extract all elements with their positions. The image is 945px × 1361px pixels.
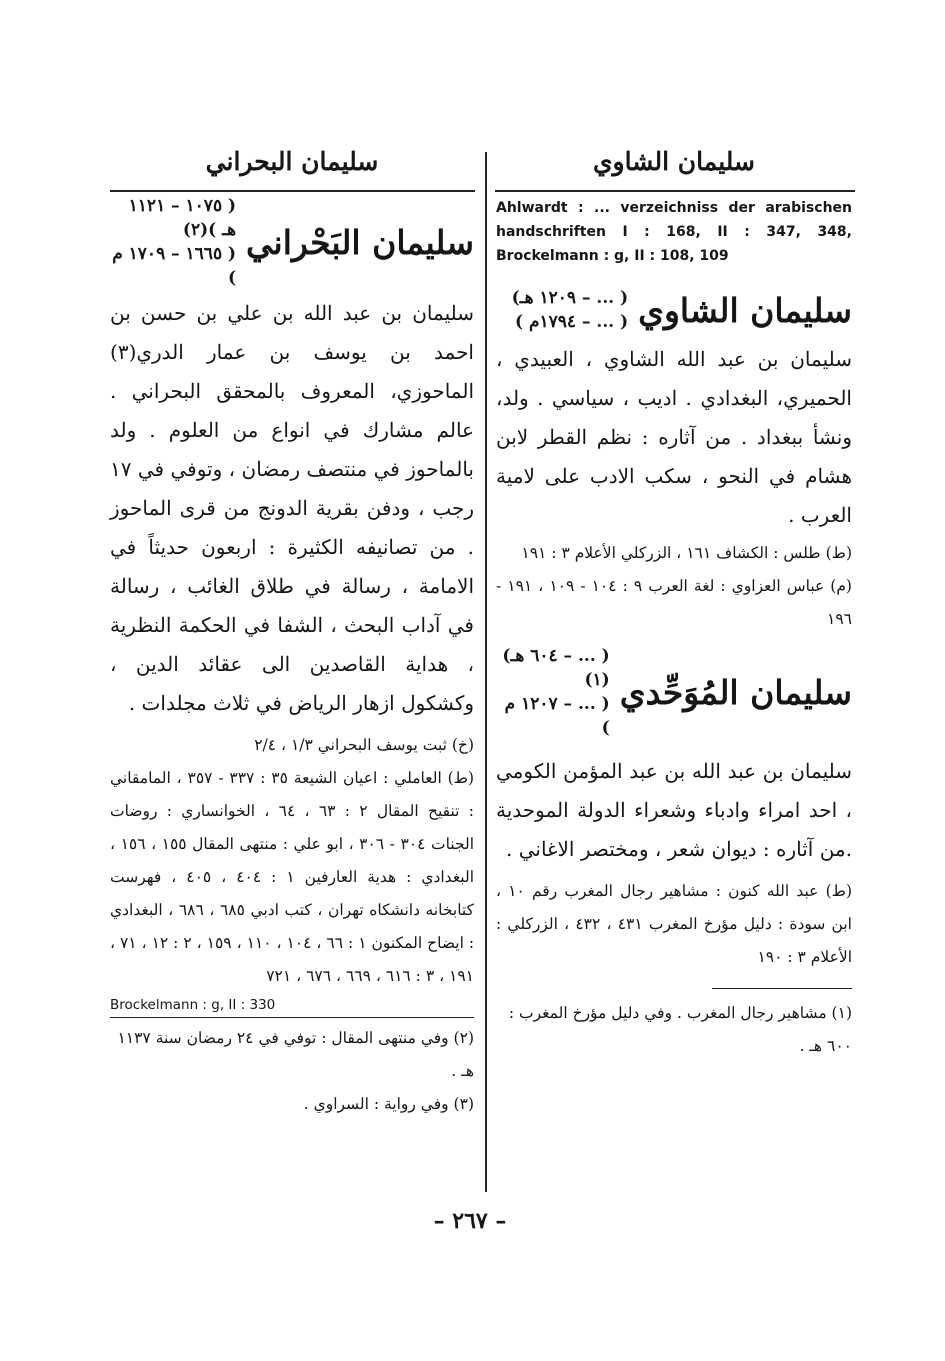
- right-column-header: سليمان الشاوي: [592, 147, 756, 176]
- right-column: [496, 140, 852, 1063]
- footnote-rule: [712, 988, 852, 989]
- entry-heading: [496, 286, 852, 334]
- reference-line: (م) عباس العزاوي : لغة العرب ٩ : ١٠٤ - ١٠٩ ، ١٩١ - ١٩٦: [496, 577, 852, 628]
- entry-body: سليمان بن عبد الله بن علي بن حسن بن احمد بن يوسف بن عمار الدري(٣) الماحوزي، المعروف بالمحقق البحراني . عالم مشارك في انواع من العلوم . ولد بالماحوز في منتصف رمضان ، وتوفي في ١٧ رجب ، ودفن بقرية الدونج من قرى الماحوز . من تصانيفه الكثيرة : اربعون حديثاً في الامامة ، رسالة في طلاق الغائب ، رسالة في آداب البحث ، الشفا في الحكمة النظرية ، هداية القاصدين الى عقائد الدين ، وكشكول ازهار الرياض في ثلاث مجلدات .: [110, 301, 474, 715]
- hijri-dates: ( ... – ٦٠٤ هـ)(١): [502, 646, 610, 690]
- entry-body: سليمان بن عبد الله الشاوي ، العبيدي ، الحميري، البغدادي . اديب ، سياسي . ولد، ونشأ ببغداد . من آثاره : نظم القطر لابن هشام في النحو ، سكب الادب على لامية العرب .: [496, 347, 852, 527]
- entry-heading: [110, 194, 474, 290]
- gregorian-dates: ( ... – ١٧٩٤م ): [515, 312, 629, 332]
- reference-line: (ط) طلس : الكشاف ١٦١ ، الزركلي الأعلام ٣ : ١٩١: [521, 544, 852, 562]
- entry-name: سليمان البَحْراني: [246, 222, 474, 262]
- latin-references: Ahlwardt : ... verzeichniss der arabischen handschriften I : 168, II : 347, 348, Brockelmann : g, II : 108, 109: [496, 200, 852, 264]
- footnote: (١) مشاهير رجال المغرب . وفي دليل مؤرخ المغرب : ٦٠٠ هـ .: [508, 1004, 852, 1055]
- gregorian-dates: ( ١٦٦٥ – ١٧٠٩ م ): [112, 244, 237, 288]
- entry-name: سليمان المُوَحِّدي: [619, 672, 852, 712]
- entry-dates: [512, 286, 629, 334]
- page-number: – ٢٦٧ –: [433, 1208, 507, 1234]
- gregorian-dates: ( ... – ١٢٠٧ م ): [504, 694, 610, 738]
- footnote: (٢) وفي منتهى المقال : توفي في ٢٤ رمضان سنة ١١٣٧ هـ .: [117, 1029, 474, 1080]
- entry-dates: [496, 644, 610, 740]
- entry-references: [496, 875, 852, 974]
- entry-muwahhidi: [496, 644, 852, 974]
- reference-line: (ط) العاملي : اعيان الشيعة ٣٥ : ٣٣٧ - ٣٥٧ ، المامقاني : تنقيح المقال ٢ : ٦٣ ، ٦٤ ، الخوانساري : روضات الجنات ٣٠٤ - ٣٠٦ ، ابو علي : منتهى المقال ١٥٥ ، ١٥٦ ، البغدادي : هدية العارفين ١ : ٤٠٤ ، ٤٠٥ ، فهرست كتابخانه دانشكاه تهران ، كتب ادبي ٦٨٥ ، ٦٨٦ ، البغدادي : ايضاح المكنون ١ : ٦٦ ، ١٠٤ ، ١١٠ ، ١٥٩ ، ٢ : ١٢ ، ٧١ ، ١٩١ ، ٣ : ٦١٦ ، ٦٦٩ ، ٦٧٦ ، ٧٢١: [110, 769, 475, 985]
- entry-heading: [496, 644, 852, 740]
- entry-dates: [110, 194, 236, 290]
- left-column: [110, 140, 474, 1121]
- reference-line: (خ) ثبت يوسف البحراني ١/٣ ، ٢/٤: [254, 736, 474, 754]
- footnotes: [496, 997, 852, 1063]
- entry-references: [110, 729, 474, 993]
- footnotes: [110, 1022, 474, 1121]
- entry-references: [496, 537, 852, 636]
- hijri-dates: ( ... – ١٢٠٩ هـ): [511, 288, 629, 308]
- left-column-header: سليمان البحراني: [205, 147, 379, 176]
- latin-references: Brockelmann : g, II : 330: [110, 995, 474, 1018]
- column-divider: [485, 152, 487, 1192]
- entry-shawi: [496, 286, 852, 636]
- entry-body: سليمان بن عبد الله بن عبد المؤمن الكومي ، احد امراء وادباء وشعراء الدولة الموحدية .من آثاره : ديوان شعر ، ومختصر الاغاني .: [496, 759, 852, 861]
- hijri-dates: ( ١٠٧٥ – ١١٢١ هـ )(٢): [128, 196, 237, 240]
- entry-name: سليمان الشاوي: [638, 290, 852, 330]
- reference-line: (ط) عبد الله كنون : مشاهير رجال المغرب رقم ١٠ ، ابن سودة : دليل مؤرخ المغرب ٤٣١ ، ٤٣٢ ، الزركلي : الأعلام ٣ : ١٩٠: [496, 882, 852, 966]
- entry-bahrani: [110, 194, 474, 1018]
- footnote: (٣) وفي رواية : السراوي .: [303, 1095, 474, 1113]
